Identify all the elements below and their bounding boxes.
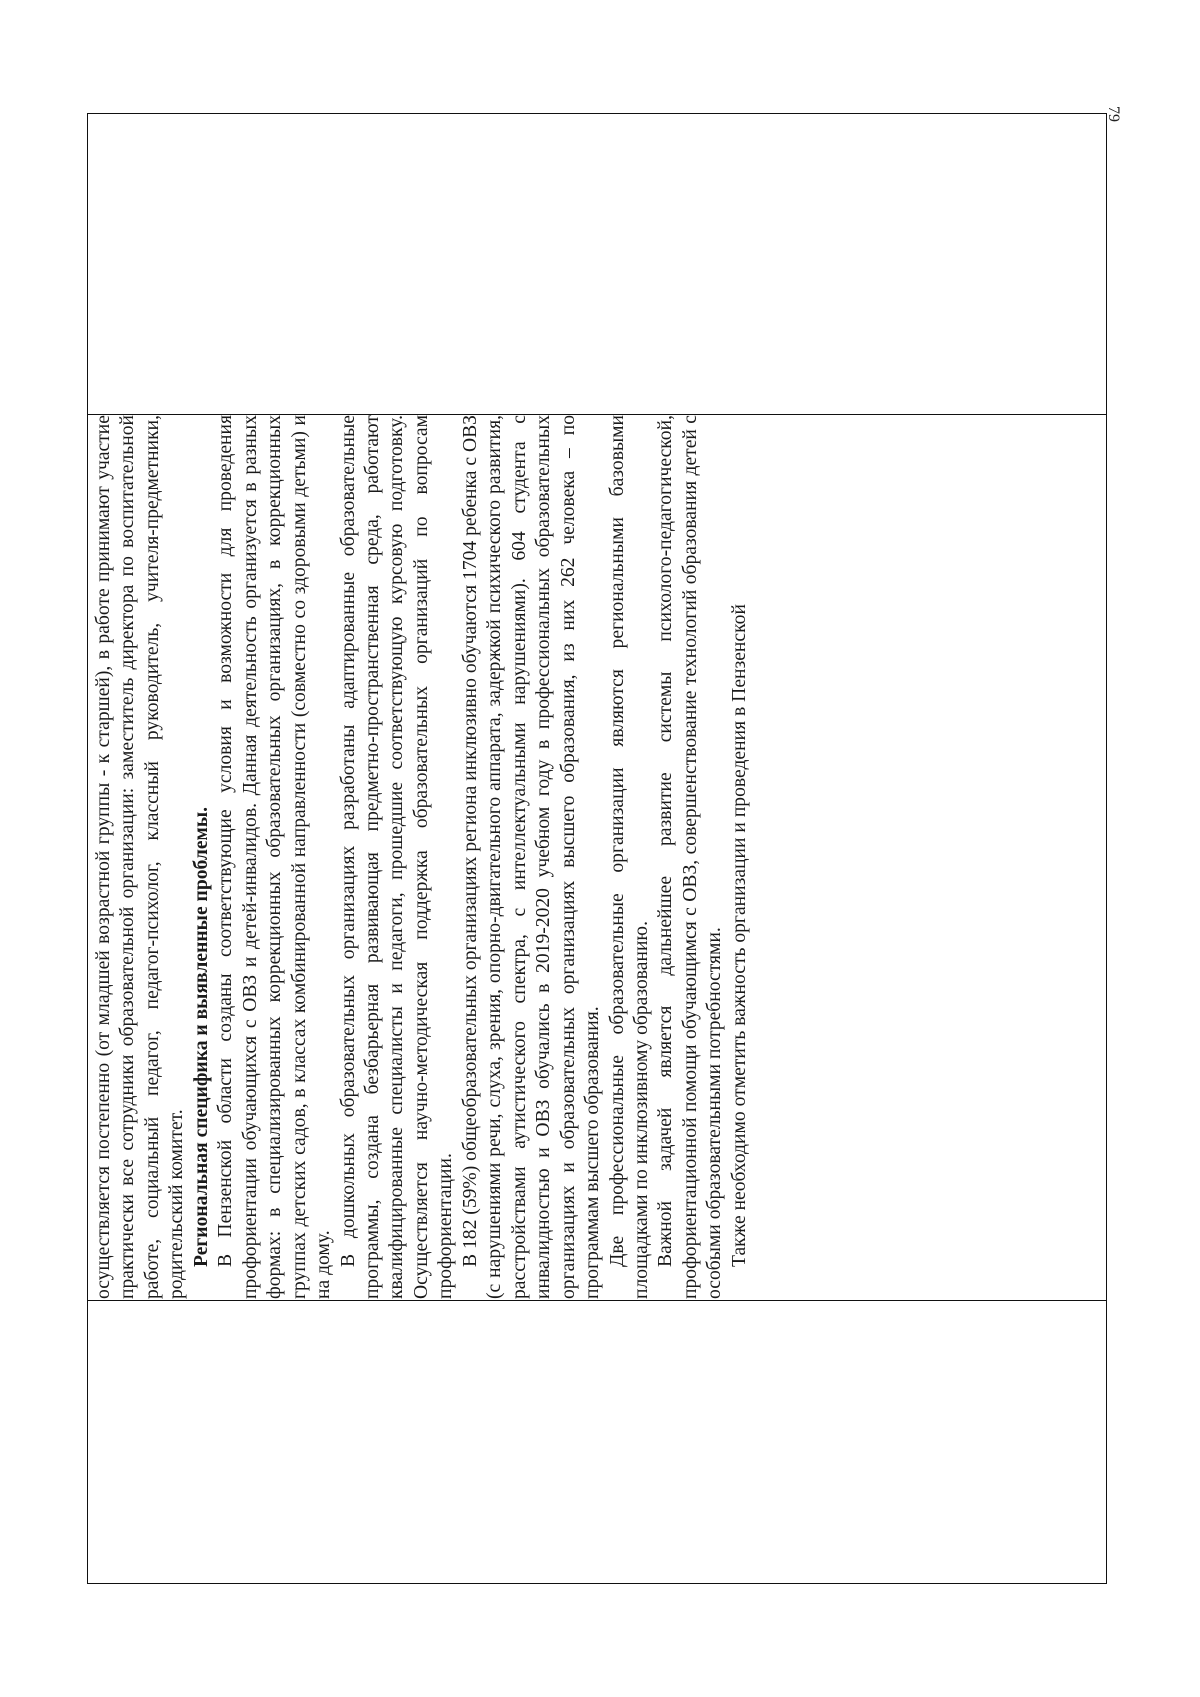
paragraph-continuation: осуществляется постепенно (от младшей возрастной группы - к старшей), в работе принимают участие практически все сотрудники образовательной организации: заместитель директора по воспитательной работе, социальный педагог, педагог-психолог, классный руководитель, учителя-предметники, родительский комитет. bbox=[93, 415, 188, 1299]
table-cell-text bbox=[92, 415, 752, 1299]
paragraph: Две профессиональные образовательные организации являются региональными базовыми площадками по инклюзивному образованию. bbox=[606, 415, 652, 1299]
paragraph: Также необходимо отметить важность организации и проведения в Пензенской bbox=[728, 604, 750, 1267]
paragraph: В дошкольных образовательных организациях разработаны адаптированные образовательные программы, создана безбарьерная развивающая предметно-пространственная среда, работают квалифицированные специалисты и педагоги, прошедшие соответствующую курсовую подготовку. Осуществляется научно-методическая поддержка образовательных организаций по вопросам профориентации. bbox=[337, 415, 457, 1299]
table-frame bbox=[87, 113, 1107, 1584]
paragraph: В 182 (59%) общеобразовательных организациях региона инклюзивно обучаются 1704 ребенка с ОВЗ (с нарушениями речи, слуха, зрения, опорно-двигательного аппарата, задержкой психического развития, расстройствами аутистического спектра, с интеллектуальными нарушениями). 604 студента с инвалидностью и ОВЗ обучались в 2019-2020 учебном году в профессиональных образовательных организациях и образовательных организациях высшего образования, из них 262 человека – по программам высшего образования. bbox=[459, 415, 604, 1299]
table-cell-left-empty bbox=[88, 1301, 1108, 1583]
rotated-page-content bbox=[87, 111, 1109, 1584]
paragraph: В Пензенской области созданы соответствующие условия и возможности для проведения профориентации обучающихся с ОВЗ и детей-инвалидов. Данная деятельность организуется в разных формах: в специализированных коррекционных образовательных организациях, в коррекционных группах детских садов, в классах комбинированной направленности (совместно со здоровыми детьми) и на дому. bbox=[215, 415, 335, 1299]
paragraph: Важной задачей является дальнейшее развитие системы психолого-педагогической, профориентационной помощи обучающимся с ОВЗ, совершенствование технологий образования детей с особыми образовательными потребностями. bbox=[655, 415, 726, 1299]
section-heading: Региональная специфика и выявленные проблемы. bbox=[190, 806, 212, 1267]
table-cell-right-empty bbox=[88, 113, 1108, 413]
page-number: 79 bbox=[1105, 106, 1122, 122]
column-divider bbox=[88, 414, 1106, 415]
column-divider bbox=[88, 1300, 1106, 1301]
